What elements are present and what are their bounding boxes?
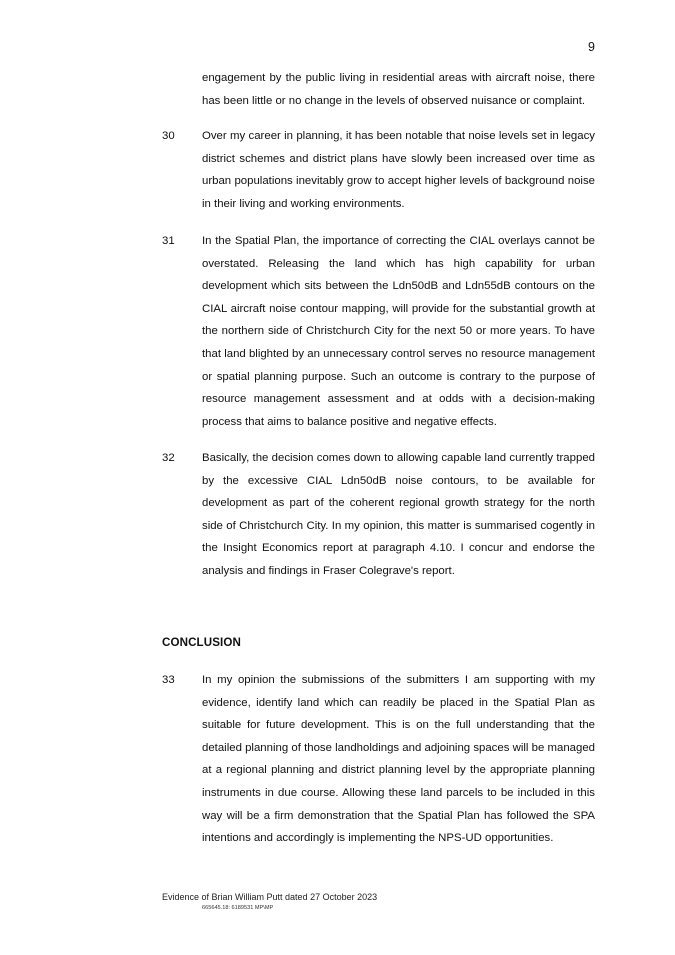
paragraph-30 bbox=[162, 125, 595, 215]
footer-document-ref: 665645.18: 6189531 MP\MP bbox=[202, 905, 274, 911]
paragraph-31 bbox=[162, 230, 595, 433]
paragraph-number: 33 bbox=[162, 674, 175, 686]
paragraph-text: Basically, the decision comes down to allowing capable land currently trapped by the excessive CIAL Ldn50dB noise contours, to be available for development as part of the coherent regional growth strategy for the north side of Christchurch City. In my opinion, this matter is summarised cogently in the Insight Economics report at paragraph 4.10. I concur and endorse the analysis and findings in Fraser Colegrave's report. bbox=[202, 452, 595, 577]
paragraph-text: In my opinion the submissions of the submitters I am supporting with my evidence, identify land which can readily be placed in the Spatial Plan as suitable for future development. This is on the full understanding that the detailed planning of those landholdings and adjoining spaces will be managed at a regional planning and district planning level by the appropriate planning instruments in due course. Allowing these land parcels to be included in this way will be a firm demonstration that the Spatial Plan has followed the SPA intentions and accordingly is implementing the NPS-UD opportunities. bbox=[202, 674, 595, 845]
paragraph-number: 30 bbox=[162, 130, 175, 142]
continuation-text: engagement by the public living in residential areas with aircraft noise, there has been little or no change in the levels of observed nuisance or complaint. bbox=[202, 72, 595, 107]
section-heading: CONCLUSION bbox=[162, 636, 241, 649]
paragraph-32 bbox=[162, 447, 595, 583]
paragraph-text: In the Spatial Plan, the importance of correcting the CIAL overlays cannot be overstated. Releasing the land which has high capability for urban development which sits between the Ldn50dB and Ldn55dB contours on the CIAL aircraft noise contour mapping, will provide for the substantial growth at the northern side of Christchurch City for the next 50 or more years. To have that land blighted by an unnecessary control serves no resource management or spatial planning purpose. Such an outcome is contrary to the purpose of resource management assessment and at odds with a decision-making process that aims to balance positive and negative effects. bbox=[202, 235, 595, 428]
paragraph-number: 32 bbox=[162, 452, 175, 464]
paragraph-number: 31 bbox=[162, 235, 175, 247]
footer-evidence-line: Evidence of Brian William Putt dated 27 October 2023 bbox=[162, 892, 378, 902]
page-number: 9 bbox=[588, 40, 595, 54]
paragraph-33 bbox=[162, 669, 595, 850]
paragraph-text: Over my career in planning, it has been notable that noise levels set in legacy district schemes and district plans have slowly been increased over time as urban populations inevitably grow to accept higher levels of background noise in their living and working environments. bbox=[202, 130, 595, 210]
